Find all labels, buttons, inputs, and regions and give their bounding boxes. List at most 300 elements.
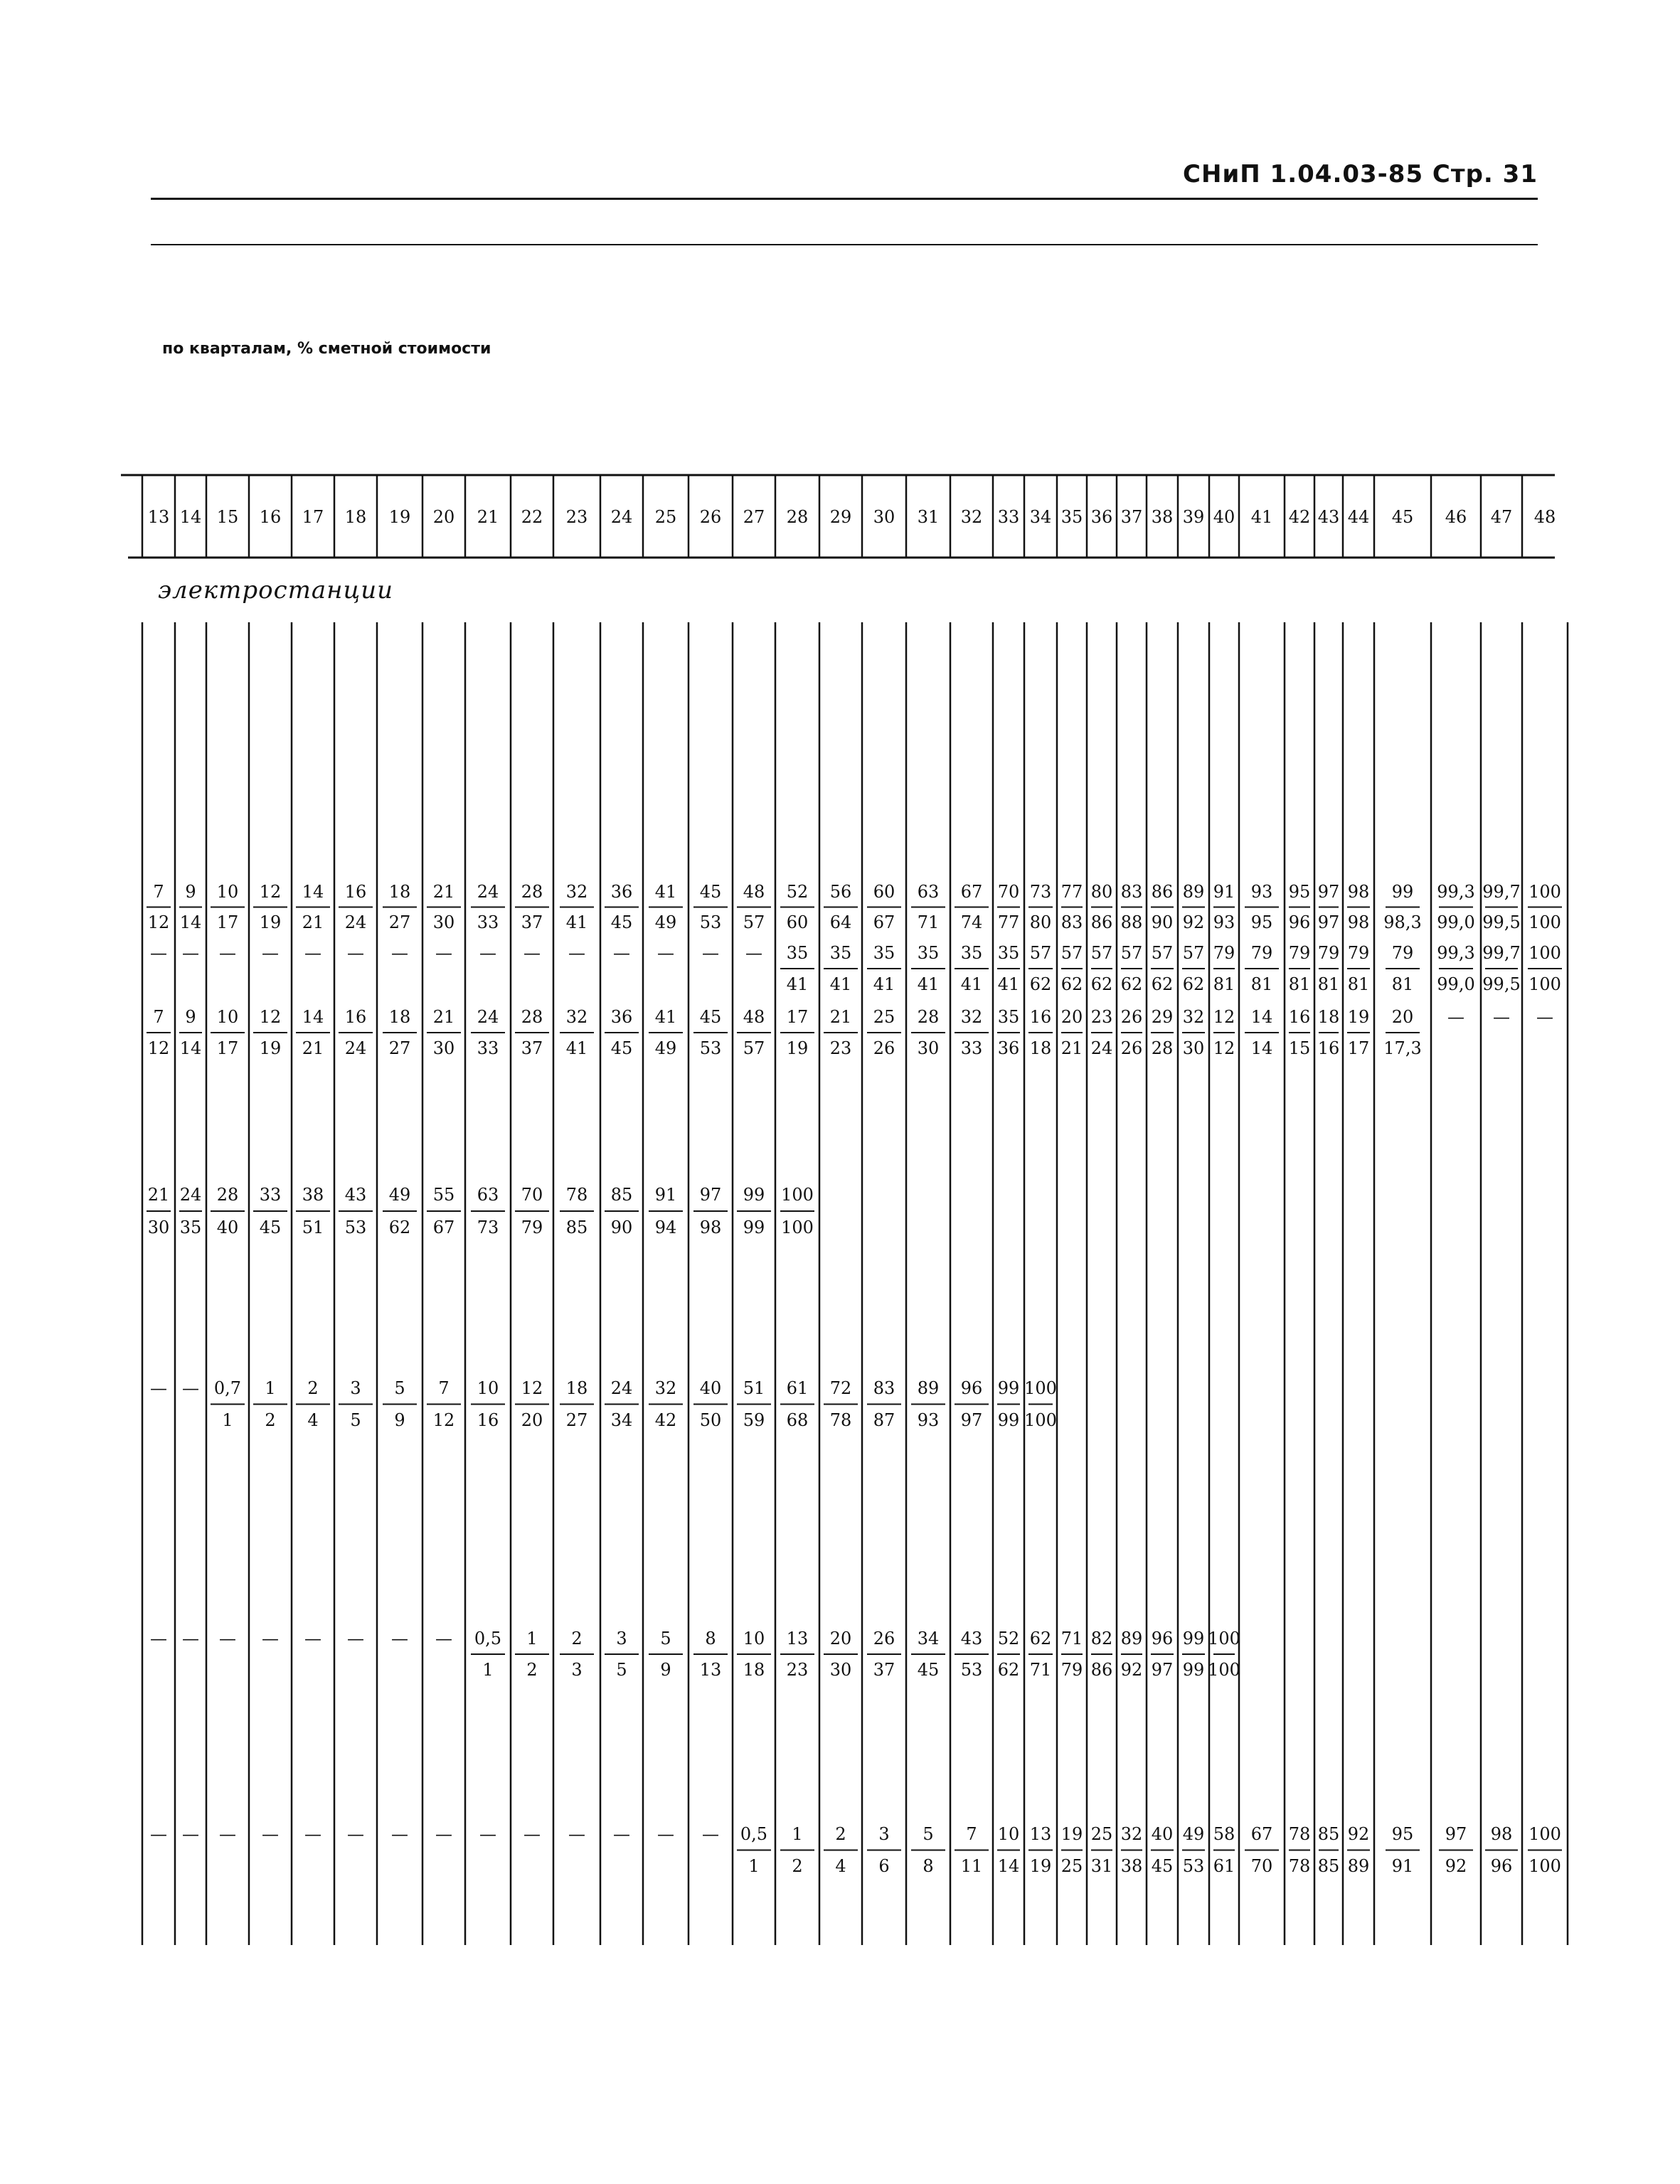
cell-numerator: 35 (997, 1007, 1020, 1027)
cell-denominator: 95 (1250, 912, 1273, 932)
table-grid (121, 475, 1568, 1945)
cell-numerator: 35 (829, 943, 852, 963)
cell-denominator: 79 (1060, 1660, 1083, 1680)
cell-numerator: 100 (1529, 1824, 1561, 1844)
cell-denominator: 42 (654, 1410, 677, 1430)
cell-numerator: 41 (654, 1007, 677, 1027)
cell-denominator: 81 (1317, 974, 1340, 994)
cell-numerator: 98 (1347, 882, 1370, 902)
cell-denominator: 90 (610, 1218, 633, 1237)
cell-denominator: 45 (610, 912, 633, 932)
cell-denominator: 49 (654, 912, 677, 932)
cell-numerator: — (613, 1824, 630, 1844)
cell-denominator: 53 (1182, 1856, 1205, 1876)
cell-numerator: 99 (743, 1185, 765, 1205)
cell-numerator: 7 (153, 1007, 164, 1027)
cell-numerator: 14 (302, 882, 324, 902)
cell-numerator: 99,3 (1437, 943, 1475, 963)
cell-denominator: 92 (1120, 1660, 1143, 1680)
column-header: 40 (1213, 507, 1235, 527)
cell-denominator: 62 (1151, 974, 1174, 994)
cell-denominator: 41 (917, 974, 940, 994)
cell-denominator: 99 (743, 1218, 765, 1237)
cell-denominator: 30 (432, 912, 455, 932)
cell-numerator: 45 (699, 882, 722, 902)
cell-denominator: 24 (1090, 1038, 1113, 1058)
column-header: 43 (1317, 507, 1340, 527)
cell-numerator: 16 (1029, 1007, 1052, 1027)
cell-denominator: 62 (1182, 974, 1205, 994)
cell-numerator: 97 (699, 1185, 722, 1205)
cell-denominator: 16 (477, 1410, 499, 1430)
cell-numerator: 32 (1120, 1824, 1143, 1844)
cell-numerator: 16 (344, 1007, 367, 1027)
cell-denominator: 79 (521, 1218, 543, 1237)
cell-numerator: 32 (565, 1007, 588, 1027)
cell-denominator: 81 (1347, 974, 1370, 994)
cell-numerator: 0,5 (474, 1629, 502, 1648)
cell-numerator: 95 (1391, 1824, 1414, 1844)
cell-numerator: 56 (829, 882, 852, 902)
table-subtitle: по кварталам, % сметной стоимости (162, 340, 491, 358)
cell-denominator: 53 (699, 1038, 722, 1058)
cell-numerator: 36 (610, 882, 633, 902)
cell-denominator: 6 (878, 1856, 890, 1876)
cell-denominator: 33 (477, 912, 499, 932)
cell-numerator: 18 (1317, 1007, 1340, 1027)
cell-numerator: 0,7 (213, 1378, 242, 1398)
cell-numerator: 18 (388, 882, 411, 902)
cell-denominator: 53 (699, 912, 722, 932)
cell-denominator: 4 (307, 1410, 319, 1430)
column-header: 15 (216, 507, 239, 527)
cell-numerator: 96 (1151, 1629, 1174, 1648)
column-header: 30 (873, 507, 895, 527)
cell-denominator: 40 (216, 1218, 239, 1237)
cell-numerator: 79 (1391, 943, 1414, 963)
cell-denominator: 86 (1090, 912, 1113, 932)
cell-numerator: 97 (1317, 882, 1340, 902)
cell-denominator: 93 (917, 1410, 940, 1430)
cell-numerator: — (182, 943, 199, 963)
cell-denominator: 71 (1029, 1660, 1052, 1680)
cell-numerator: 89 (917, 1378, 940, 1398)
cell-denominator: 28 (1151, 1038, 1174, 1058)
cell-denominator: 2 (792, 1856, 803, 1876)
cell-numerator: 14 (1250, 1007, 1273, 1027)
cell-denominator: 33 (960, 1038, 983, 1058)
cell-denominator: 4 (835, 1856, 846, 1876)
cell-numerator: 48 (743, 882, 765, 902)
column-header: 20 (432, 507, 455, 527)
cell-denominator: 100 (781, 1218, 814, 1237)
column-header: 46 (1445, 507, 1467, 527)
cell-denominator: 80 (1029, 912, 1052, 932)
cell-numerator: 24 (477, 882, 499, 902)
cell-numerator: 23 (1090, 1007, 1113, 1027)
cell-numerator: — (523, 943, 541, 963)
cell-numerator: — (523, 1824, 541, 1844)
cell-denominator: 100 (1529, 974, 1561, 994)
cell-denominator: 62 (388, 1218, 411, 1237)
cell-numerator: 10 (216, 1007, 239, 1027)
cell-numerator: — (391, 943, 408, 963)
cell-numerator: 10 (477, 1378, 499, 1398)
cell-numerator: 70 (521, 1185, 543, 1205)
cell-denominator: 1 (482, 1660, 494, 1680)
cell-numerator: — (262, 1629, 279, 1648)
cell-numerator: 63 (477, 1185, 499, 1205)
cell-denominator: 53 (960, 1660, 983, 1680)
cell-numerator: 14 (302, 1007, 324, 1027)
cell-numerator: 99 (1182, 1629, 1205, 1648)
cell-numerator: 26 (1120, 1007, 1143, 1027)
cell-denominator: 26 (1120, 1038, 1143, 1058)
cell-denominator: 77 (997, 912, 1020, 932)
column-header: 44 (1347, 507, 1370, 527)
cell-denominator: 18 (1029, 1038, 1052, 1058)
cell-numerator: — (150, 1824, 167, 1844)
column-header: 13 (147, 507, 170, 527)
cell-denominator: 13 (699, 1660, 722, 1680)
cell-numerator: 24 (477, 1007, 499, 1027)
cell-numerator: 12 (259, 882, 282, 902)
cell-numerator: — (435, 1629, 452, 1648)
cell-denominator: 30 (1182, 1038, 1205, 1058)
cell-denominator: 45 (610, 1038, 633, 1058)
cell-numerator: 26 (873, 1629, 895, 1648)
cell-numerator: 100 (781, 1185, 814, 1205)
cell-denominator: 100 (1529, 912, 1561, 932)
cell-denominator: 17 (216, 1038, 239, 1058)
cell-numerator: 20 (829, 1629, 852, 1648)
cell-denominator: 96 (1490, 1856, 1513, 1876)
cell-numerator: 8 (705, 1629, 716, 1648)
cell-denominator: 14 (179, 912, 202, 932)
cell-numerator: — (1536, 1007, 1553, 1027)
cell-denominator: 12 (432, 1410, 455, 1430)
cell-numerator: 10 (997, 1824, 1020, 1844)
cell-denominator: 30 (829, 1660, 852, 1680)
column-header: 19 (388, 507, 411, 527)
cell-denominator: 19 (1029, 1856, 1052, 1876)
column-header: 41 (1250, 507, 1273, 527)
cell-denominator: 97 (960, 1410, 983, 1430)
cell-denominator: 8 (923, 1856, 934, 1876)
cell-numerator: — (702, 943, 719, 963)
column-header: 47 (1490, 507, 1513, 527)
cell-numerator: 57 (1151, 943, 1174, 963)
cell-numerator: 40 (699, 1378, 722, 1398)
cell-denominator: 73 (477, 1218, 499, 1237)
cell-denominator: 99,5 (1482, 974, 1521, 994)
cell-numerator: 91 (1213, 882, 1235, 902)
cell-denominator: 85 (565, 1218, 588, 1237)
cell-numerator: — (182, 1824, 199, 1844)
column-header: 39 (1182, 507, 1205, 527)
column-header: 48 (1533, 507, 1556, 527)
column-header: 42 (1288, 507, 1311, 527)
cell-denominator: 9 (660, 1660, 671, 1680)
cell-denominator: 89 (1347, 1856, 1370, 1876)
cell-numerator: 99,7 (1482, 882, 1521, 902)
cell-numerator: 5 (660, 1629, 671, 1648)
cell-numerator: 79 (1288, 943, 1311, 963)
cell-numerator: 10 (743, 1629, 765, 1648)
cell-numerator: 49 (1182, 1824, 1205, 1844)
cell-numerator: 3 (350, 1378, 361, 1398)
cell-denominator: 81 (1391, 974, 1414, 994)
cell-numerator: 43 (344, 1185, 367, 1205)
column-header: 36 (1090, 507, 1113, 527)
cell-denominator: 14 (997, 1856, 1020, 1876)
cell-denominator: 99 (997, 1410, 1020, 1430)
cell-numerator: 3 (616, 1629, 627, 1648)
cell-denominator: 88 (1120, 912, 1143, 932)
cell-numerator: 52 (786, 882, 809, 902)
cell-denominator: 41 (873, 974, 895, 994)
cell-numerator: 32 (565, 882, 588, 902)
cell-numerator: 35 (873, 943, 895, 963)
cell-numerator: 12 (1213, 1007, 1235, 1027)
column-header: 37 (1120, 507, 1143, 527)
cell-denominator: 21 (302, 912, 324, 932)
cell-numerator: 79 (1250, 943, 1273, 963)
cell-numerator: 96 (960, 1378, 983, 1398)
cell-numerator: 9 (185, 1007, 196, 1027)
cell-denominator: 12 (147, 912, 170, 932)
cell-numerator: 89 (1182, 882, 1205, 902)
cell-denominator: 74 (960, 912, 983, 932)
cell-numerator: — (219, 943, 236, 963)
cell-numerator: 32 (1182, 1007, 1205, 1027)
column-header: 26 (699, 507, 722, 527)
cell-numerator: 82 (1090, 1629, 1113, 1648)
cell-denominator: 17,3 (1383, 1038, 1422, 1058)
cell-numerator: — (613, 943, 630, 963)
cell-numerator: 5 (923, 1824, 934, 1844)
cell-numerator: 1 (526, 1629, 538, 1648)
cell-denominator: 19 (259, 912, 282, 932)
cell-numerator: 57 (1090, 943, 1113, 963)
cell-numerator: 48 (743, 1007, 765, 1027)
cell-numerator: — (347, 1629, 364, 1648)
cell-numerator: — (182, 1629, 199, 1648)
cell-numerator: 61 (786, 1378, 809, 1398)
cell-numerator: 18 (565, 1378, 588, 1398)
cell-denominator: 62 (1029, 974, 1052, 994)
cell-denominator: 62 (1120, 974, 1143, 994)
cell-denominator: 5 (350, 1410, 361, 1430)
column-header: 17 (302, 507, 324, 527)
cell-numerator: 78 (565, 1185, 588, 1205)
cell-numerator: 85 (610, 1185, 633, 1205)
cell-denominator: 14 (179, 1038, 202, 1058)
cell-numerator: — (435, 943, 452, 963)
cell-denominator: 91 (1391, 1856, 1414, 1876)
cell-numerator: — (304, 943, 321, 963)
cell-denominator: 15 (1288, 1038, 1311, 1058)
cell-numerator: 72 (829, 1378, 852, 1398)
cell-denominator: 50 (699, 1410, 722, 1430)
column-header: 21 (477, 507, 499, 527)
cell-numerator: 19 (1060, 1824, 1083, 1844)
cell-numerator: 24 (179, 1185, 202, 1205)
column-header: 27 (743, 507, 765, 527)
cell-denominator: 1 (748, 1856, 760, 1876)
cell-denominator: 86 (1090, 1660, 1113, 1680)
cell-denominator: 100 (1529, 1856, 1561, 1876)
cell-numerator: 20 (1060, 1007, 1083, 1027)
cell-denominator: 67 (432, 1218, 455, 1237)
cell-denominator: 71 (917, 912, 940, 932)
cell-numerator: 97 (1445, 1824, 1467, 1844)
cell-numerator: 41 (654, 882, 677, 902)
cell-numerator: 58 (1213, 1824, 1235, 1844)
cell-numerator: 28 (216, 1185, 239, 1205)
cell-denominator: 53 (344, 1218, 367, 1237)
column-header: 28 (786, 507, 809, 527)
cell-denominator: 35 (179, 1218, 202, 1237)
column-header: 22 (521, 507, 543, 527)
cell-denominator: 92 (1182, 912, 1205, 932)
section-title: электростанции (158, 576, 394, 604)
cell-numerator: 93 (1250, 882, 1273, 902)
cell-denominator: 27 (388, 1038, 411, 1058)
cell-denominator: 41 (997, 974, 1020, 994)
cell-numerator: — (182, 1378, 199, 1398)
cell-numerator: 57 (1120, 943, 1143, 963)
cell-denominator: 94 (654, 1218, 677, 1237)
cell-denominator: 45 (917, 1660, 940, 1680)
cell-denominator: 19 (259, 1038, 282, 1058)
cell-numerator: 63 (917, 882, 940, 902)
cell-denominator: 38 (1120, 1856, 1143, 1876)
cell-denominator: 49 (654, 1038, 677, 1058)
cell-numerator: 38 (302, 1185, 324, 1205)
cell-denominator: 21 (302, 1038, 324, 1058)
cell-denominator: 2 (265, 1410, 276, 1430)
cell-numerator: 49 (388, 1185, 411, 1205)
cell-numerator: — (304, 1824, 321, 1844)
cell-numerator: 79 (1347, 943, 1370, 963)
cell-numerator: — (150, 1378, 167, 1398)
cell-denominator: 85 (1317, 1856, 1340, 1876)
column-header: 14 (179, 507, 202, 527)
cell-denominator: 78 (1288, 1856, 1311, 1876)
cell-numerator: — (479, 1824, 496, 1844)
cell-numerator: 24 (610, 1378, 633, 1398)
cell-denominator: 45 (1151, 1856, 1174, 1876)
cell-denominator: 98 (699, 1218, 722, 1237)
cell-numerator: — (657, 943, 674, 963)
cell-denominator: 92 (1445, 1856, 1467, 1876)
cell-numerator: 34 (917, 1629, 940, 1648)
cell-denominator: 97 (1151, 1660, 1174, 1680)
cell-denominator: 17 (216, 912, 239, 932)
cell-numerator: 100 (1024, 1378, 1057, 1398)
cell-numerator: 67 (1250, 1824, 1273, 1844)
cell-numerator: 2 (307, 1378, 319, 1398)
cell-denominator: 64 (829, 912, 852, 932)
cell-numerator: — (568, 943, 585, 963)
cell-denominator: 61 (1213, 1856, 1235, 1876)
cell-numerator: 21 (432, 1007, 455, 1027)
cell-denominator: 21 (1060, 1038, 1083, 1058)
cell-numerator: 67 (960, 882, 983, 902)
cell-denominator: 100 (1024, 1410, 1057, 1430)
cell-denominator: 99,5 (1482, 912, 1521, 932)
cell-denominator: 37 (521, 1038, 543, 1058)
cell-numerator: 1 (792, 1824, 803, 1844)
cell-denominator: 16 (1317, 1038, 1340, 1058)
cell-numerator: — (262, 943, 279, 963)
cell-denominator: 25 (1060, 1856, 1083, 1876)
cell-denominator: 41 (565, 912, 588, 932)
cell-denominator: 98,3 (1383, 912, 1422, 932)
cell-numerator: 2 (835, 1824, 846, 1844)
cell-numerator: — (219, 1824, 236, 1844)
cell-denominator: 5 (616, 1660, 627, 1680)
cell-denominator: 97 (1317, 912, 1340, 932)
cell-numerator: 40 (1151, 1824, 1174, 1844)
column-header: 29 (829, 507, 852, 527)
cell-numerator: 83 (1120, 882, 1143, 902)
cell-numerator: 43 (960, 1629, 983, 1648)
cell-numerator: 20 (1391, 1007, 1414, 1027)
cell-numerator: 21 (432, 882, 455, 902)
cell-denominator: 30 (147, 1218, 170, 1237)
cell-denominator: 57 (743, 1038, 765, 1058)
cell-numerator: 18 (388, 1007, 411, 1027)
cell-numerator: 100 (1529, 882, 1561, 902)
column-header: 35 (1060, 507, 1083, 527)
cell-numerator: 52 (997, 1629, 1020, 1648)
cell-denominator: 12 (1213, 1038, 1235, 1058)
cell-numerator: 5 (394, 1378, 405, 1398)
cell-denominator: 12 (147, 1038, 170, 1058)
cell-denominator: 11 (960, 1856, 983, 1876)
cell-denominator: 2 (526, 1660, 538, 1680)
cell-numerator: 89 (1120, 1629, 1143, 1648)
column-header: 31 (917, 507, 940, 527)
cell-numerator: 7 (153, 882, 164, 902)
cell-numerator: 7 (966, 1824, 977, 1844)
cell-denominator: 81 (1288, 974, 1311, 994)
cell-denominator: 26 (873, 1038, 895, 1058)
cell-denominator: 36 (997, 1038, 1020, 1058)
cell-numerator: 91 (654, 1185, 677, 1205)
cell-numerator: — (1493, 1007, 1510, 1027)
cell-numerator: — (702, 1824, 719, 1844)
cell-numerator: 78 (1288, 1824, 1311, 1844)
cell-denominator: 59 (743, 1410, 765, 1430)
cell-numerator: 98 (1490, 1824, 1513, 1844)
cell-denominator: 41 (786, 974, 809, 994)
cell-denominator: 31 (1090, 1856, 1113, 1876)
cell-denominator: 23 (829, 1038, 852, 1058)
cell-numerator: 35 (917, 943, 940, 963)
cell-numerator: 19 (1347, 1007, 1370, 1027)
cell-denominator: 83 (1060, 912, 1083, 932)
cell-numerator: 79 (1317, 943, 1340, 963)
cell-numerator: 12 (521, 1378, 543, 1398)
cell-numerator: 29 (1151, 1007, 1174, 1027)
cell-numerator: 86 (1151, 882, 1174, 902)
cell-numerator: 73 (1029, 882, 1052, 902)
column-header: 38 (1151, 507, 1174, 527)
cell-numerator: 100 (1529, 943, 1561, 963)
